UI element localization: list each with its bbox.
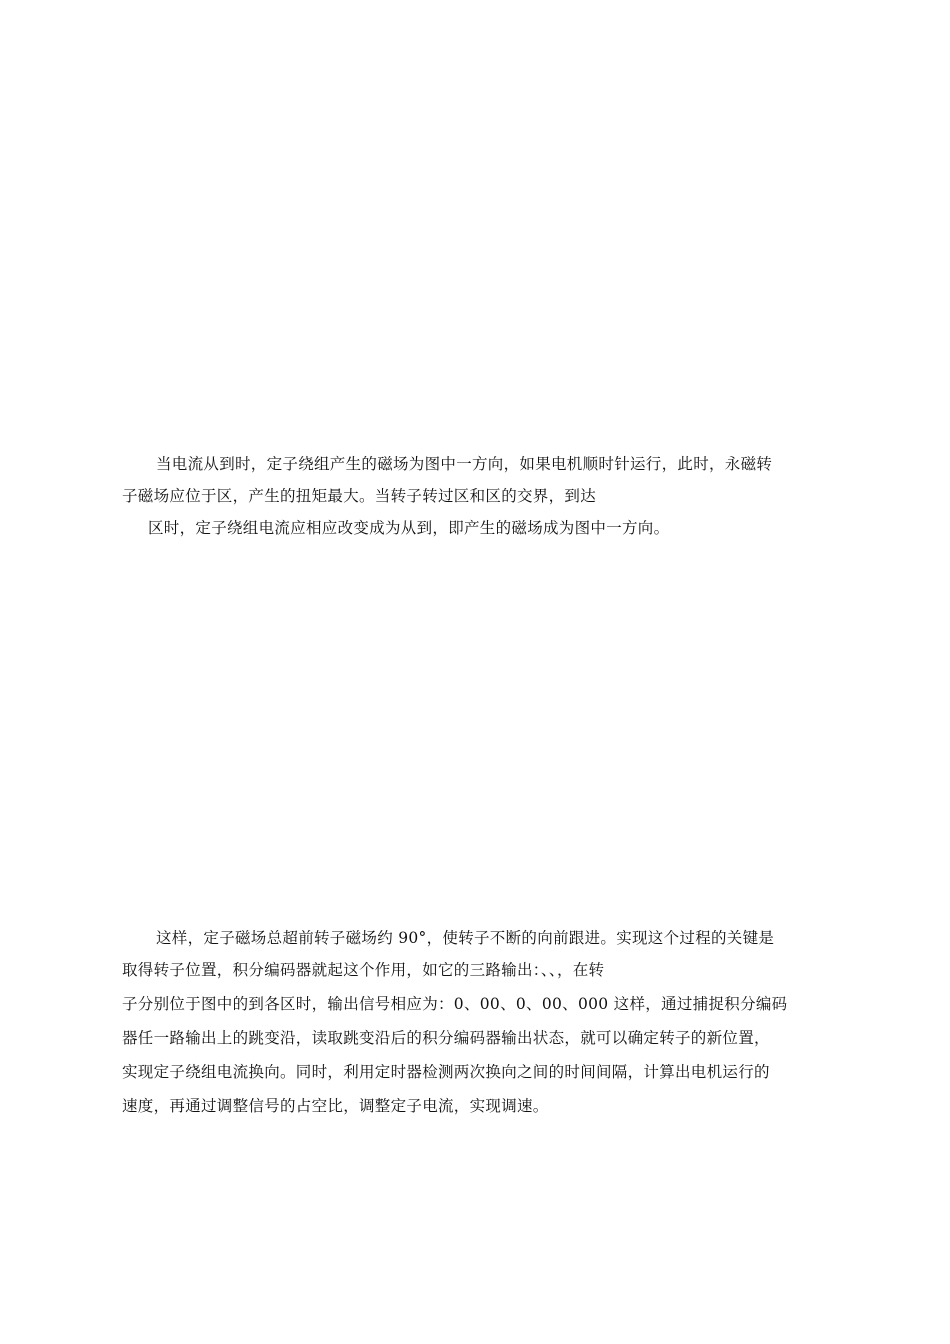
paragraph-1-line-2: 子磁场应位于区，产生的扭矩最大。当转子转过区和区的交界，到达 <box>122 487 597 505</box>
paragraph-1-line-3: 区时，定子绕组电流应相应改变成为从到，即产生的磁场成为图中一方向。 <box>148 519 670 537</box>
paragraph-2-line-6: 速度，再通过调整信号的占空比，调整定子电流，实现调速。 <box>122 1097 549 1115</box>
paragraph-2-line-3: 子分别位于图中的到各区时，输出信号相应为：0、00、0、00、000 这样，通过捕捉积分编码 <box>122 995 788 1013</box>
paragraph-1-line-1: 当电流从到时，定子绕组产生的磁场为图中一方向，如果电机顺时针运行，此时，永磁转 <box>156 455 773 473</box>
paragraph-2-line-4: 器任一路输出上的跳变沿，读取跳变沿后的积分编码器输出状态，就可以确定转子的新位置， <box>122 1029 770 1047</box>
paragraph-2-line-2: 取得转子位置，积分编码器就起这个作用，如它的三路输出：、、，在转 <box>122 961 605 979</box>
paragraph-2-line-5: 实现定子绕组电流换向。同时，利用定时器检测两次换向之间的时间间隔，计算出电机运行的 <box>122 1063 770 1081</box>
paragraph-2-line-1: 这样，定子磁场总超前转子磁场约 90°，使转子不断的向前跟进。实现这个过程的关键是 <box>156 929 775 947</box>
